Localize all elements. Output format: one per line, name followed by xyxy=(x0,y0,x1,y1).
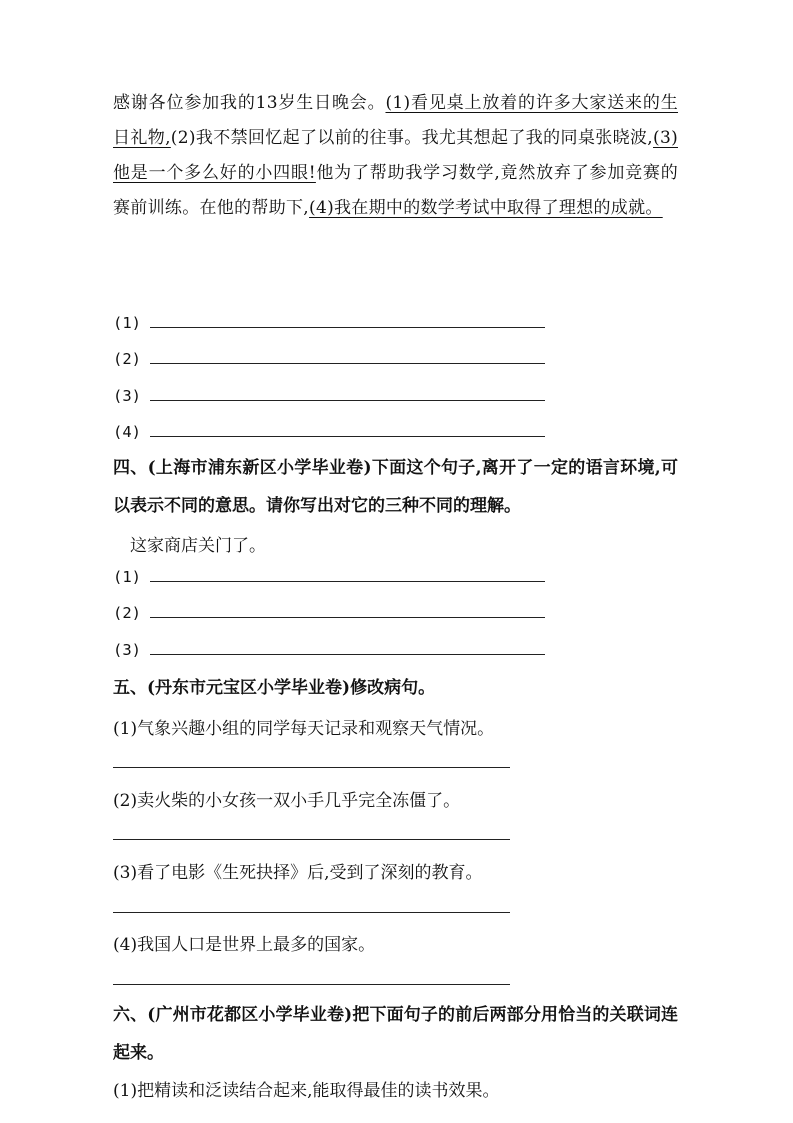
passage xyxy=(113,86,678,226)
answer-blank-1[interactable] xyxy=(113,313,545,332)
section-5-item-4: (4)我国人口是世界上最多的国家。 xyxy=(113,935,376,955)
passage-sentence-2: (2)我不禁回忆起了以前的往事。我尤其想起了我的同桌张晓波, xyxy=(170,128,654,148)
answer-blank-2[interactable] xyxy=(113,349,545,368)
blank-label: (3) xyxy=(113,641,141,659)
blank-label: (1) xyxy=(113,314,141,332)
section-5-heading: 五、(丹东市元宝区小学毕业卷)修改病句。 xyxy=(113,678,436,698)
passage-sentence-0: 感谢各位参加我的13岁生日晚会。 xyxy=(113,93,386,113)
blank-label: (3) xyxy=(113,387,141,405)
section-5-answer-line-3[interactable] xyxy=(113,911,510,913)
section-4-blank-1[interactable] xyxy=(113,567,545,586)
blank-underline xyxy=(150,422,545,437)
blank-label: (2) xyxy=(113,350,141,368)
blank-underline xyxy=(150,603,545,618)
blank-label: (2) xyxy=(113,604,141,622)
blank-label: (1) xyxy=(113,568,141,586)
section-6-item-1: (1)把精读和泛读结合起来,能取得最佳的读书效果。 xyxy=(113,1081,500,1101)
passage-underlined-5: (4)我在期中的数学考试中取得了理想的成就。 xyxy=(309,198,663,218)
section-5-answer-line-2[interactable] xyxy=(113,838,510,840)
section-5-item-2: (2)卖火柴的小女孩一双小手几乎完全冻僵了。 xyxy=(113,791,461,811)
blank-underline xyxy=(150,349,545,364)
blank-underline xyxy=(150,313,545,328)
passage-underlined-3: (3)他是一个多么好的小四眼! xyxy=(113,128,678,183)
section-4-heading: 四、(上海市浦东新区小学毕业卷)下面这个句子,离开了一定的语言环境,可以表示不同的意思。请你写出对它的三种不同的理解。 xyxy=(113,458,678,516)
answer-blank-3[interactable] xyxy=(113,386,545,405)
blank-label: (4) xyxy=(113,423,141,441)
section-5-item-1: (1)气象兴趣小组的同学每天记录和观察天气情况。 xyxy=(113,719,495,739)
blank-underline xyxy=(150,640,545,655)
section-5-answer-line-1[interactable] xyxy=(113,766,510,768)
section-6-heading: 六、(广州市花都区小学毕业卷)把下面句子的前后两部分用恰当的关联词连起来。 xyxy=(113,1005,678,1063)
answer-blank-4[interactable] xyxy=(113,422,545,441)
section-5-answer-line-4[interactable] xyxy=(113,983,510,985)
section-4-sentence: 这家商店关门了。 xyxy=(130,536,266,556)
passage-sentence-4: 他为了帮助我学习数学,竟然放弃了参加竞赛的赛前训练。在他的帮助下, xyxy=(113,163,679,218)
section-5-item-3: (3)看了电影《生死抉择》后,受到了深刻的教育。 xyxy=(113,863,483,883)
section-4-blank-3[interactable] xyxy=(113,640,545,659)
blank-underline xyxy=(150,567,545,582)
passage-underlined-1: (1)看见桌上放着的许多大家送来的生日礼物, xyxy=(113,93,679,148)
section-4-blank-2[interactable] xyxy=(113,603,545,622)
blank-underline xyxy=(150,386,545,401)
